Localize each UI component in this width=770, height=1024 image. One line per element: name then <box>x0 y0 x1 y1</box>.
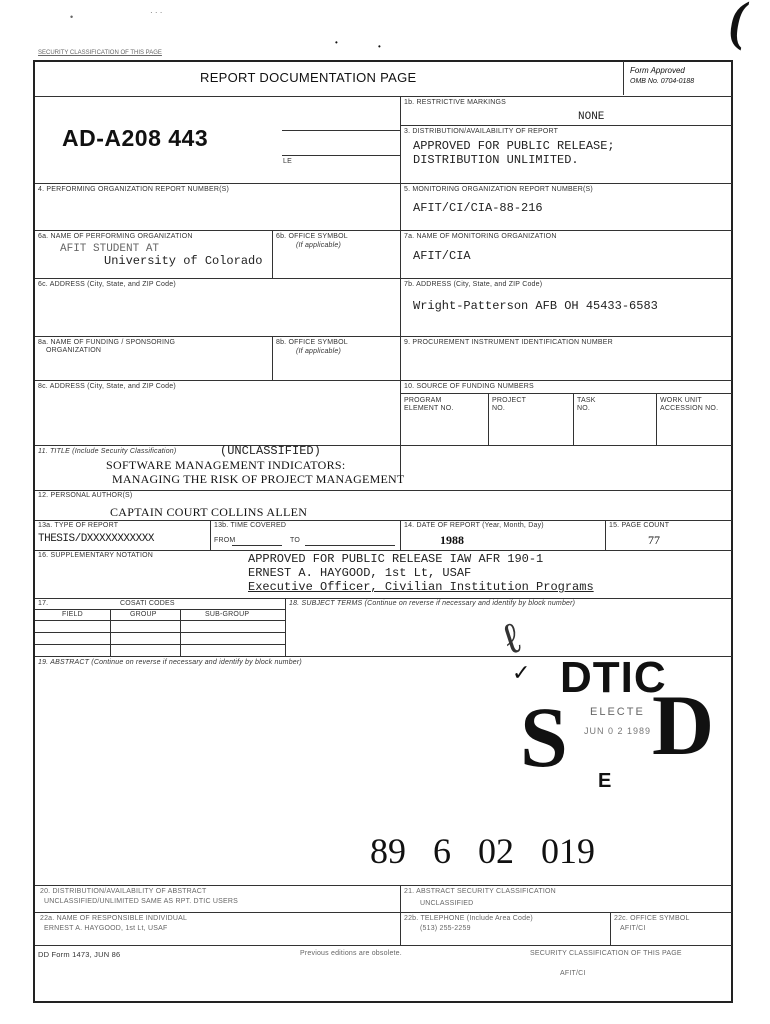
top-classification-smudge: SECURITY CLASSIFICATION OF THIS PAGE <box>38 50 162 56</box>
form-approved-label: Form Approved <box>630 66 685 75</box>
funding-org-label-2: ORGANIZATION <box>46 347 102 354</box>
cosati-codes-label: COSATI CODES <box>120 600 175 607</box>
top-smudge-dots: · · · <box>150 8 163 17</box>
office-symbol-8b-label: 8b. OFFICE SYMBOL <box>276 339 348 346</box>
performing-org-name-value-1: AFIT STUDENT AT <box>60 243 160 255</box>
office-symbol-6b-sub: (If applicable) <box>296 242 342 249</box>
distribution-value-2: DISTRIBUTION UNLIMITED. <box>413 153 579 167</box>
dtic-stamp-e: E <box>598 770 612 792</box>
title-label: 11. TITLE (Include Security Classification) <box>38 448 177 455</box>
subject-terms-label: 18. SUBJECT TERMS (Continue on reverse if necessary and identify by block number) <box>289 600 576 607</box>
address-7b-label: 7b. ADDRESS (City, State, and ZIP Code) <box>404 281 543 288</box>
supplementary-notation-value-2: ERNEST A. HAYGOOD, 1st Lt, USAF <box>248 566 472 580</box>
dtic-elect-text: ELECTE <box>590 706 645 718</box>
abstract-security-value: UNCLASSIFIED <box>420 900 474 907</box>
time-covered-from: FROM <box>214 537 236 544</box>
address-8c-label: 8c. ADDRESS (City, State, and ZIP Code) <box>38 383 176 390</box>
time-covered-to: TO <box>290 537 300 544</box>
responsible-individual-label: 22a. NAME OF RESPONSIBLE INDIVIDUAL <box>40 915 188 922</box>
dtic-stamp-s: S <box>520 689 568 785</box>
page-title: REPORT DOCUMENTATION PAGE <box>200 70 417 85</box>
abstract-label: 19. ABSTRACT (Continue on reverse if necessary and identify by block number) <box>38 659 302 666</box>
monitoring-org-name-value: AFIT/CIA <box>413 249 471 263</box>
telephone-value: (513) 255-2259 <box>420 925 471 932</box>
distribution-label: 3. DISTRIBUTION/AVAILABILITY OF REPORT <box>404 128 559 135</box>
abstract-security-label: 21. ABSTRACT SECURITY CLASSIFICATION <box>404 888 556 895</box>
cosati-group-label: GROUP <box>130 611 157 618</box>
top-smudge-mark: • <box>70 12 74 22</box>
supplementary-notation-value-3: Executive Officer, Civilian Institution Programs <box>248 580 594 594</box>
corner-mark: ( <box>728 0 746 51</box>
cosati-field-label: FIELD <box>62 611 83 618</box>
telephone-label: 22b. TELEPHONE (Include Area Code) <box>404 915 533 922</box>
dtic-logo: DTIC <box>560 653 667 702</box>
footer-afit: AFIT/CI <box>560 970 586 977</box>
funding-org-label-1: 8a. NAME OF FUNDING / SPONSORING <box>38 339 176 346</box>
abstract-availability-value: UNCLASSIFIED/UNLIMITED SAME AS RPT. DTIC USERS <box>44 898 238 905</box>
restrictive-markings-label: 1b. RESTRICTIVE MARKINGS <box>404 99 507 106</box>
performing-org-report-label: 4. PERFORMING ORGANIZATION REPORT NUMBER(S) <box>38 186 230 193</box>
dtic-date-text: JUN 0 2 1989 <box>584 726 652 736</box>
project-no-label-2: NO. <box>492 405 506 412</box>
source-funding-label: 10. SOURCE OF FUNDING NUMBERS <box>404 383 534 390</box>
smudge-dot-2: • <box>378 42 381 51</box>
title-value-1: SOFTWARE MANAGEMENT INDICATORS: <box>106 458 346 472</box>
serial-number: 89 6 02 019 <box>370 831 595 871</box>
omb-number: OMB No. 0704-0188 <box>630 78 695 85</box>
work-unit-label-2: ACCESSION NO. <box>660 405 719 412</box>
office-symbol-22c-value: AFIT/CI <box>620 925 646 932</box>
footer-security-classification: SECURITY CLASSIFICATION OF THIS PAGE <box>530 950 682 957</box>
performing-org-name-label: 6a. NAME OF PERFORMING ORGANIZATION <box>38 233 193 240</box>
title-value-2: MANAGING THE RISK OF PROJECT MANAGEMENT <box>112 472 405 486</box>
work-unit-label-1: WORK UNIT <box>660 397 702 404</box>
title-classification: (UNCLASSIFIED) <box>220 444 321 458</box>
ad-sub-label: LE <box>283 158 292 165</box>
office-symbol-22c-label: 22c. OFFICE SYMBOL <box>614 915 690 922</box>
task-no-label-1: TASK <box>577 397 596 404</box>
type-of-report-value: THESIS/DXXXXXXXXXXX <box>38 533 154 545</box>
supplementary-notation-value-1: APPROVED FOR PUBLIC RELEASE IAW AFR 190-1 <box>248 552 544 566</box>
responsible-individual-value: ERNEST A. HAYGOOD, 1st Lt, USAF <box>44 925 168 932</box>
date-of-report-value: 1988 <box>440 533 464 547</box>
personal-authors-value: CAPTAIN COURT COLLINS ALLEN <box>110 505 308 519</box>
footer-form-number: DD Form 1473, JUN 86 <box>38 950 121 959</box>
page-count-value: 77 <box>648 533 660 547</box>
type-of-report-label: 13a. TYPE OF REPORT <box>38 522 119 529</box>
program-element-label-1: PROGRAM <box>404 397 442 404</box>
personal-authors-label: 12. PERSONAL AUTHOR(S) <box>38 492 133 499</box>
dtic-stamp-d: D <box>652 677 715 773</box>
monitoring-org-report-value: AFIT/CI/CIA-88-216 <box>413 201 543 215</box>
time-covered-label: 13b. TIME COVERED <box>214 522 287 529</box>
procurement-label: 9. PROCUREMENT INSTRUMENT IDENTIFICATION NUMBER <box>404 339 613 346</box>
pen-mark: ℓ <box>497 614 526 663</box>
check-mark: ✓ <box>512 660 531 685</box>
footer-previous-editions: Previous editions are obsolete. <box>300 950 402 957</box>
monitoring-org-name-label: 7a. NAME OF MONITORING ORGANIZATION <box>404 233 557 240</box>
address-7b-value: Wright-Patterson AFB OH 45433-6583 <box>413 299 658 313</box>
task-no-label-2: NO. <box>577 405 591 412</box>
distribution-value-1: APPROVED FOR PUBLIC RELEASE; <box>413 139 615 153</box>
monitoring-org-report-label: 5. MONITORING ORGANIZATION REPORT NUMBER(S) <box>404 186 593 193</box>
office-symbol-8b-sub: (If applicable) <box>296 348 342 355</box>
supplementary-notation-label: 16. SUPPLEMENTARY NOTATION <box>38 552 154 559</box>
smudge-dot-1: • <box>335 38 338 47</box>
address-6c-label: 6c. ADDRESS (City, State, and ZIP Code) <box>38 281 176 288</box>
restrictive-markings-value: NONE <box>578 111 605 123</box>
page-count-label: 15. PAGE COUNT <box>609 522 670 529</box>
date-of-report-label: 14. DATE OF REPORT (Year, Month, Day) <box>404 522 544 529</box>
office-symbol-6b-label: 6b. OFFICE SYMBOL <box>276 233 348 240</box>
performing-org-name-value-2: University of Colorado <box>104 254 263 268</box>
project-no-label-1: PROJECT <box>492 397 527 404</box>
cosati-subgroup-label: SUB-GROUP <box>205 611 250 618</box>
cosati-label: 17. <box>38 600 49 607</box>
ad-number: AD-A208 443 <box>62 125 209 151</box>
abstract-availability-label: 20. DISTRIBUTION/AVAILABILITY OF ABSTRACT <box>40 888 207 895</box>
program-element-label-2: ELEMENT NO. <box>404 405 454 412</box>
